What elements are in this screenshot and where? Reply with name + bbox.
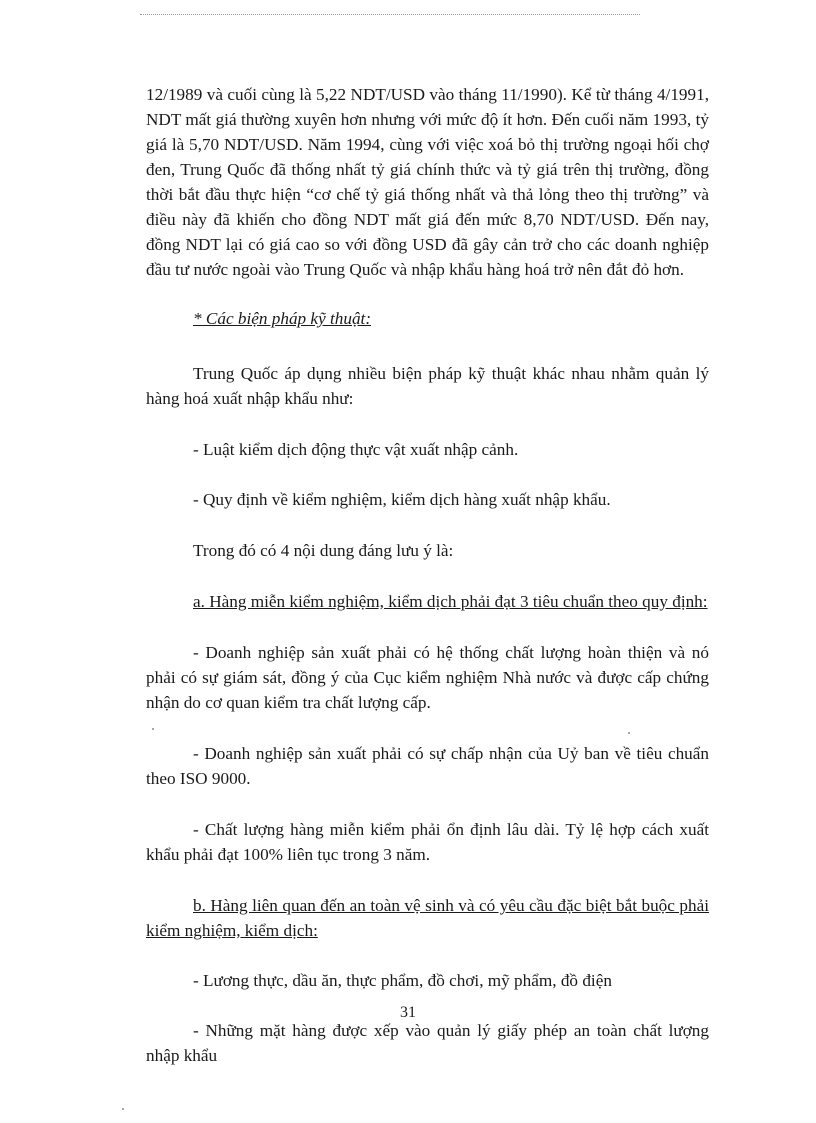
paragraph-technical-intro: Trung Quốc áp dụng nhiều biện pháp kỹ thuật khác nhau nhằm quản lý hàng hoá xuất nhập khẩu như: (146, 364, 709, 408)
scan-speck (122, 1108, 124, 1110)
heading-section-b: b. Hàng liên quan đến an toàn vệ sinh và có yêu cầu đặc biệt bắt buộc phải kiểm nghiệm, kiểm dịch: (146, 896, 709, 940)
scan-artifact-line (140, 14, 640, 15)
list-item-quarantine-law: - Luật kiểm dịch động thực vật xuất nhập cảnh. (193, 440, 519, 459)
heading-technical-measures: * Các biện pháp kỹ thuật: (193, 309, 372, 328)
list-item-inspection-rules: - Quy định về kiểm nghiệm, kiểm dịch hàng xuất nhập khẩu. (193, 490, 611, 509)
list-item-food-goods: - Lương thực, dầu ăn, thực phẩm, đồ chơi, mỹ phẩm, đồ điện (193, 971, 612, 990)
list-item-quality-system: - Doanh nghiệp sản xuất phải có hệ thống chất lượng hoàn thiện và nó phải có sự giám sát, đồng ý của Cục kiểm nghiệm Nhà nước và được cấp chứng nhận do cơ quan kiểm tra chất lượng cấp. (146, 643, 709, 712)
list-item-import-license: - Những mặt hàng được xếp vào quản lý giấy phép an toàn chất lượng nhập khẩu (146, 1021, 709, 1065)
list-item-stable-quality: - Chất lượng hàng miễn kiểm phải ổn định lâu dài. Tỷ lệ hợp cách xuất khẩu phải đạt 100% liên tục trong 3 năm. (146, 820, 709, 864)
paragraph-four-points: Trong đó có 4 nội dung đáng lưu ý là: (193, 541, 454, 560)
page-number: 31 (400, 1004, 416, 1021)
list-item-iso-9000: - Doanh nghiệp sản xuất phải có sự chấp nhận của Uỷ ban về tiêu chuẩn theo ISO 9000. (146, 744, 709, 788)
heading-section-a: a. Hàng miễn kiểm nghiệm, kiểm dịch phải đạt 3 tiêu chuẩn theo quy định: (193, 592, 708, 611)
paragraph-exchange-rate: 12/1989 và cuối cùng là 5,22 NDT/USD vào tháng 11/1990). Kể từ tháng 4/1991, NDT mất giá thường xuyên hơn nhưng với mức độ ít hơn. Đến cuối năm 1993, tỷ giá là 5,70 NDT/USD. Năm 1994, cùng với việc xoá bỏ thị trường ngoại hối chợ đen, Trung Quốc đã thống nhất tỷ giá chính thức và tỷ giá trên thị trường, đồng thời bắt đầu thực hiện “cơ chế tỷ giá thống nhất và thả lỏng theo thị trường” và điều này đã khiến cho đồng NDT mất giá đến mức 8,70 NDT/USD. Đến nay, đồng NDT lại có giá cao so với đồng USD đã gây cản trở cho các doanh nghiệp đầu tư nước ngoài vào Trung Quốc và nhập khẩu hàng hoá trở nên đắt đỏ hơn. (146, 85, 709, 279)
document-body (146, 82, 709, 1068)
